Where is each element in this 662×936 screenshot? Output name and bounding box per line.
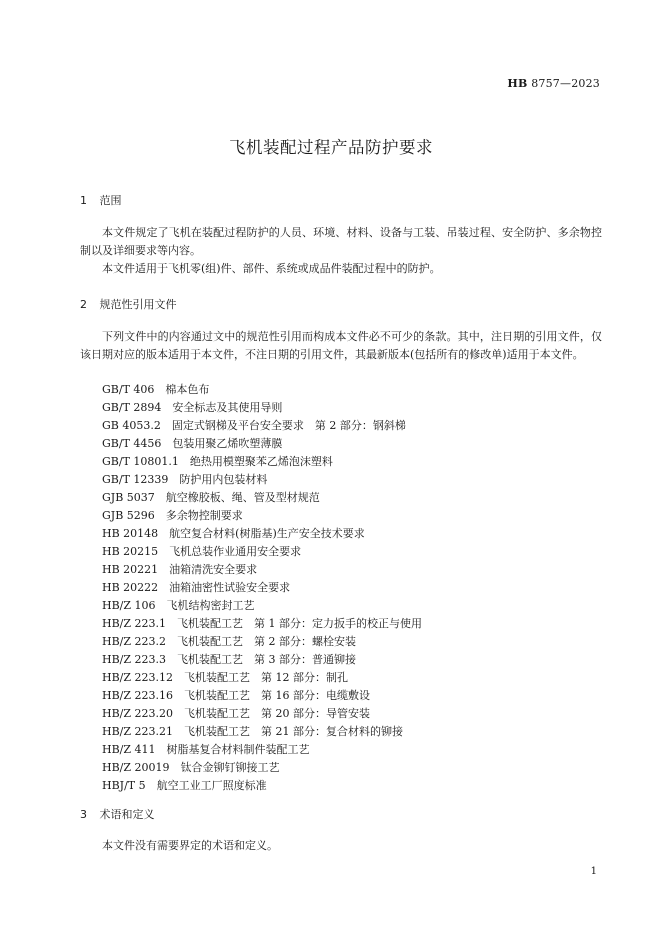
reference-code: GB/T 2894 xyxy=(102,401,162,414)
section-title: 规范性引用文件 xyxy=(99,298,177,311)
reference-code: HB 20222 xyxy=(102,581,159,594)
section-heading-terms-and-definitions xyxy=(80,806,155,822)
reference-title: 防护用内包装材料 xyxy=(179,473,268,486)
section-number: 2 xyxy=(80,298,87,311)
reference-title: 固定式钢梯及平台安全要求 第 2 部分：钢斜梯 xyxy=(171,419,406,432)
list-item xyxy=(102,615,422,633)
reference-title: 航空工业工厂照度标准 xyxy=(156,779,267,792)
list-item xyxy=(102,543,422,561)
list-item xyxy=(102,597,422,615)
list-item xyxy=(102,561,422,579)
list-item xyxy=(102,777,422,795)
list-item xyxy=(102,687,422,705)
list-item xyxy=(102,507,422,525)
reference-title: 油箱油密性试验安全要求 xyxy=(169,581,291,594)
reference-code: GB/T 406 xyxy=(102,383,155,396)
paragraph: 本文件没有需要界定的术语和定义。 xyxy=(102,839,278,852)
standard-prefix: HB xyxy=(507,77,528,90)
list-item xyxy=(102,525,422,543)
page-number: 1 xyxy=(590,866,597,877)
reference-title: 飞机结构密封工艺 xyxy=(166,599,255,612)
reference-code: HB 20148 xyxy=(102,527,159,540)
list-item xyxy=(102,705,422,723)
reference-title: 航空复合材料(树脂基)生产安全技术要求 xyxy=(169,527,365,540)
reference-title: 油箱清洗安全要求 xyxy=(169,563,258,576)
paragraph: 本文件适用于飞机零(组)件、部件、系统或成品件装配过程中的防护。 xyxy=(102,262,441,275)
section-number: 3 xyxy=(80,808,87,821)
paragraph: 本文件规定了飞机在装配过程防护的人员、环境、材料、设备与工装、吊装过程、安全防护、多余物控制以及详细要求等内容。 xyxy=(80,226,602,257)
section-title: 范围 xyxy=(99,194,122,207)
reference-title: 安全标志及其使用导则 xyxy=(172,401,283,414)
reference-title: 飞机装配工艺 第 20 部分：导管安装 xyxy=(184,707,371,720)
reference-code: GB 4053.2 xyxy=(102,419,161,432)
reference-title: 飞机装配工艺 第 1 部分：定力扳手的校正与使用 xyxy=(177,617,423,630)
list-item xyxy=(102,471,422,489)
reference-code: GB/T 4456 xyxy=(102,437,162,450)
list-item xyxy=(102,669,422,687)
list-item xyxy=(102,399,422,417)
reference-title: 钛合金铆钉铆接工艺 xyxy=(180,761,280,774)
paragraph: 下列文件中的内容通过文中的规范性引用而构成本文件必不可少的条款。其中，注日期的引用文件，仅该日期对应的版本适用于本文件，不注日期的引用文件，其最新版本(包括所有的修改单)适用于本文件。 xyxy=(80,330,602,361)
reference-code: GB/T 10801.1 xyxy=(102,455,179,468)
reference-code: GJB 5296 xyxy=(102,509,155,522)
list-item xyxy=(102,759,422,777)
reference-code: HB 20221 xyxy=(102,563,159,576)
list-item xyxy=(102,435,422,453)
reference-code: HB/Z 223.16 xyxy=(102,689,174,702)
list-item xyxy=(102,723,422,741)
reference-title: 飞机装配工艺 第 21 部分：复合材料的铆接 xyxy=(184,725,404,738)
reference-code: HB/Z 223.12 xyxy=(102,671,174,684)
reference-title: 多余物控制要求 xyxy=(165,509,243,522)
list-item xyxy=(102,417,422,435)
list-item xyxy=(102,489,422,507)
reference-title: 飞机装配工艺 第 12 部分：制孔 xyxy=(184,671,349,684)
list-item xyxy=(102,453,422,471)
reference-code: HB/Z 106 xyxy=(102,599,156,612)
list-item xyxy=(102,651,422,669)
reference-code: HB/Z 223.20 xyxy=(102,707,174,720)
list-item xyxy=(102,633,422,651)
list-item xyxy=(102,741,422,759)
standard-number: 8757—2023 xyxy=(531,77,600,90)
reference-code: HB/Z 223.21 xyxy=(102,725,174,738)
section-title: 术语和定义 xyxy=(99,808,155,821)
reference-title: 飞机装配工艺 第 3 部分：普通铆接 xyxy=(177,653,357,666)
reference-code: GB/T 12339 xyxy=(102,473,169,486)
page-title: 飞机装配过程产品防护要求 xyxy=(229,138,433,157)
reference-code: HB/Z 223.1 xyxy=(102,617,167,630)
reference-list xyxy=(102,381,422,795)
reference-title: 飞机总装作业通用安全要求 xyxy=(169,545,302,558)
section-heading-normative-references xyxy=(80,296,177,312)
standard-code xyxy=(507,77,600,90)
reference-title: 包装用聚乙烯吹塑薄膜 xyxy=(172,437,283,450)
reference-code: HB/Z 223.3 xyxy=(102,653,167,666)
reference-code: GJB 5037 xyxy=(102,491,155,504)
reference-title: 树脂基复合材料制件装配工艺 xyxy=(166,743,310,756)
list-item xyxy=(102,381,422,399)
reference-code: HBJ/T 5 xyxy=(102,779,146,792)
reference-title: 棉本色布 xyxy=(165,383,210,396)
section-number: 1 xyxy=(80,194,87,207)
reference-code: HB/Z 20019 xyxy=(102,761,170,774)
reference-code: HB/Z 223.2 xyxy=(102,635,167,648)
reference-code: HB 20215 xyxy=(102,545,159,558)
reference-title: 航空橡胶板、绳、管及型材规范 xyxy=(165,491,320,504)
reference-title: 飞机装配工艺 第 2 部分：螺栓安装 xyxy=(177,635,357,648)
reference-code: HB/Z 411 xyxy=(102,743,156,756)
section-heading-scope xyxy=(80,192,122,208)
reference-title: 绝热用模塑聚苯乙烯泡沫塑料 xyxy=(189,455,333,468)
list-item xyxy=(102,579,422,597)
reference-title: 飞机装配工艺 第 16 部分：电缆敷设 xyxy=(184,689,371,702)
